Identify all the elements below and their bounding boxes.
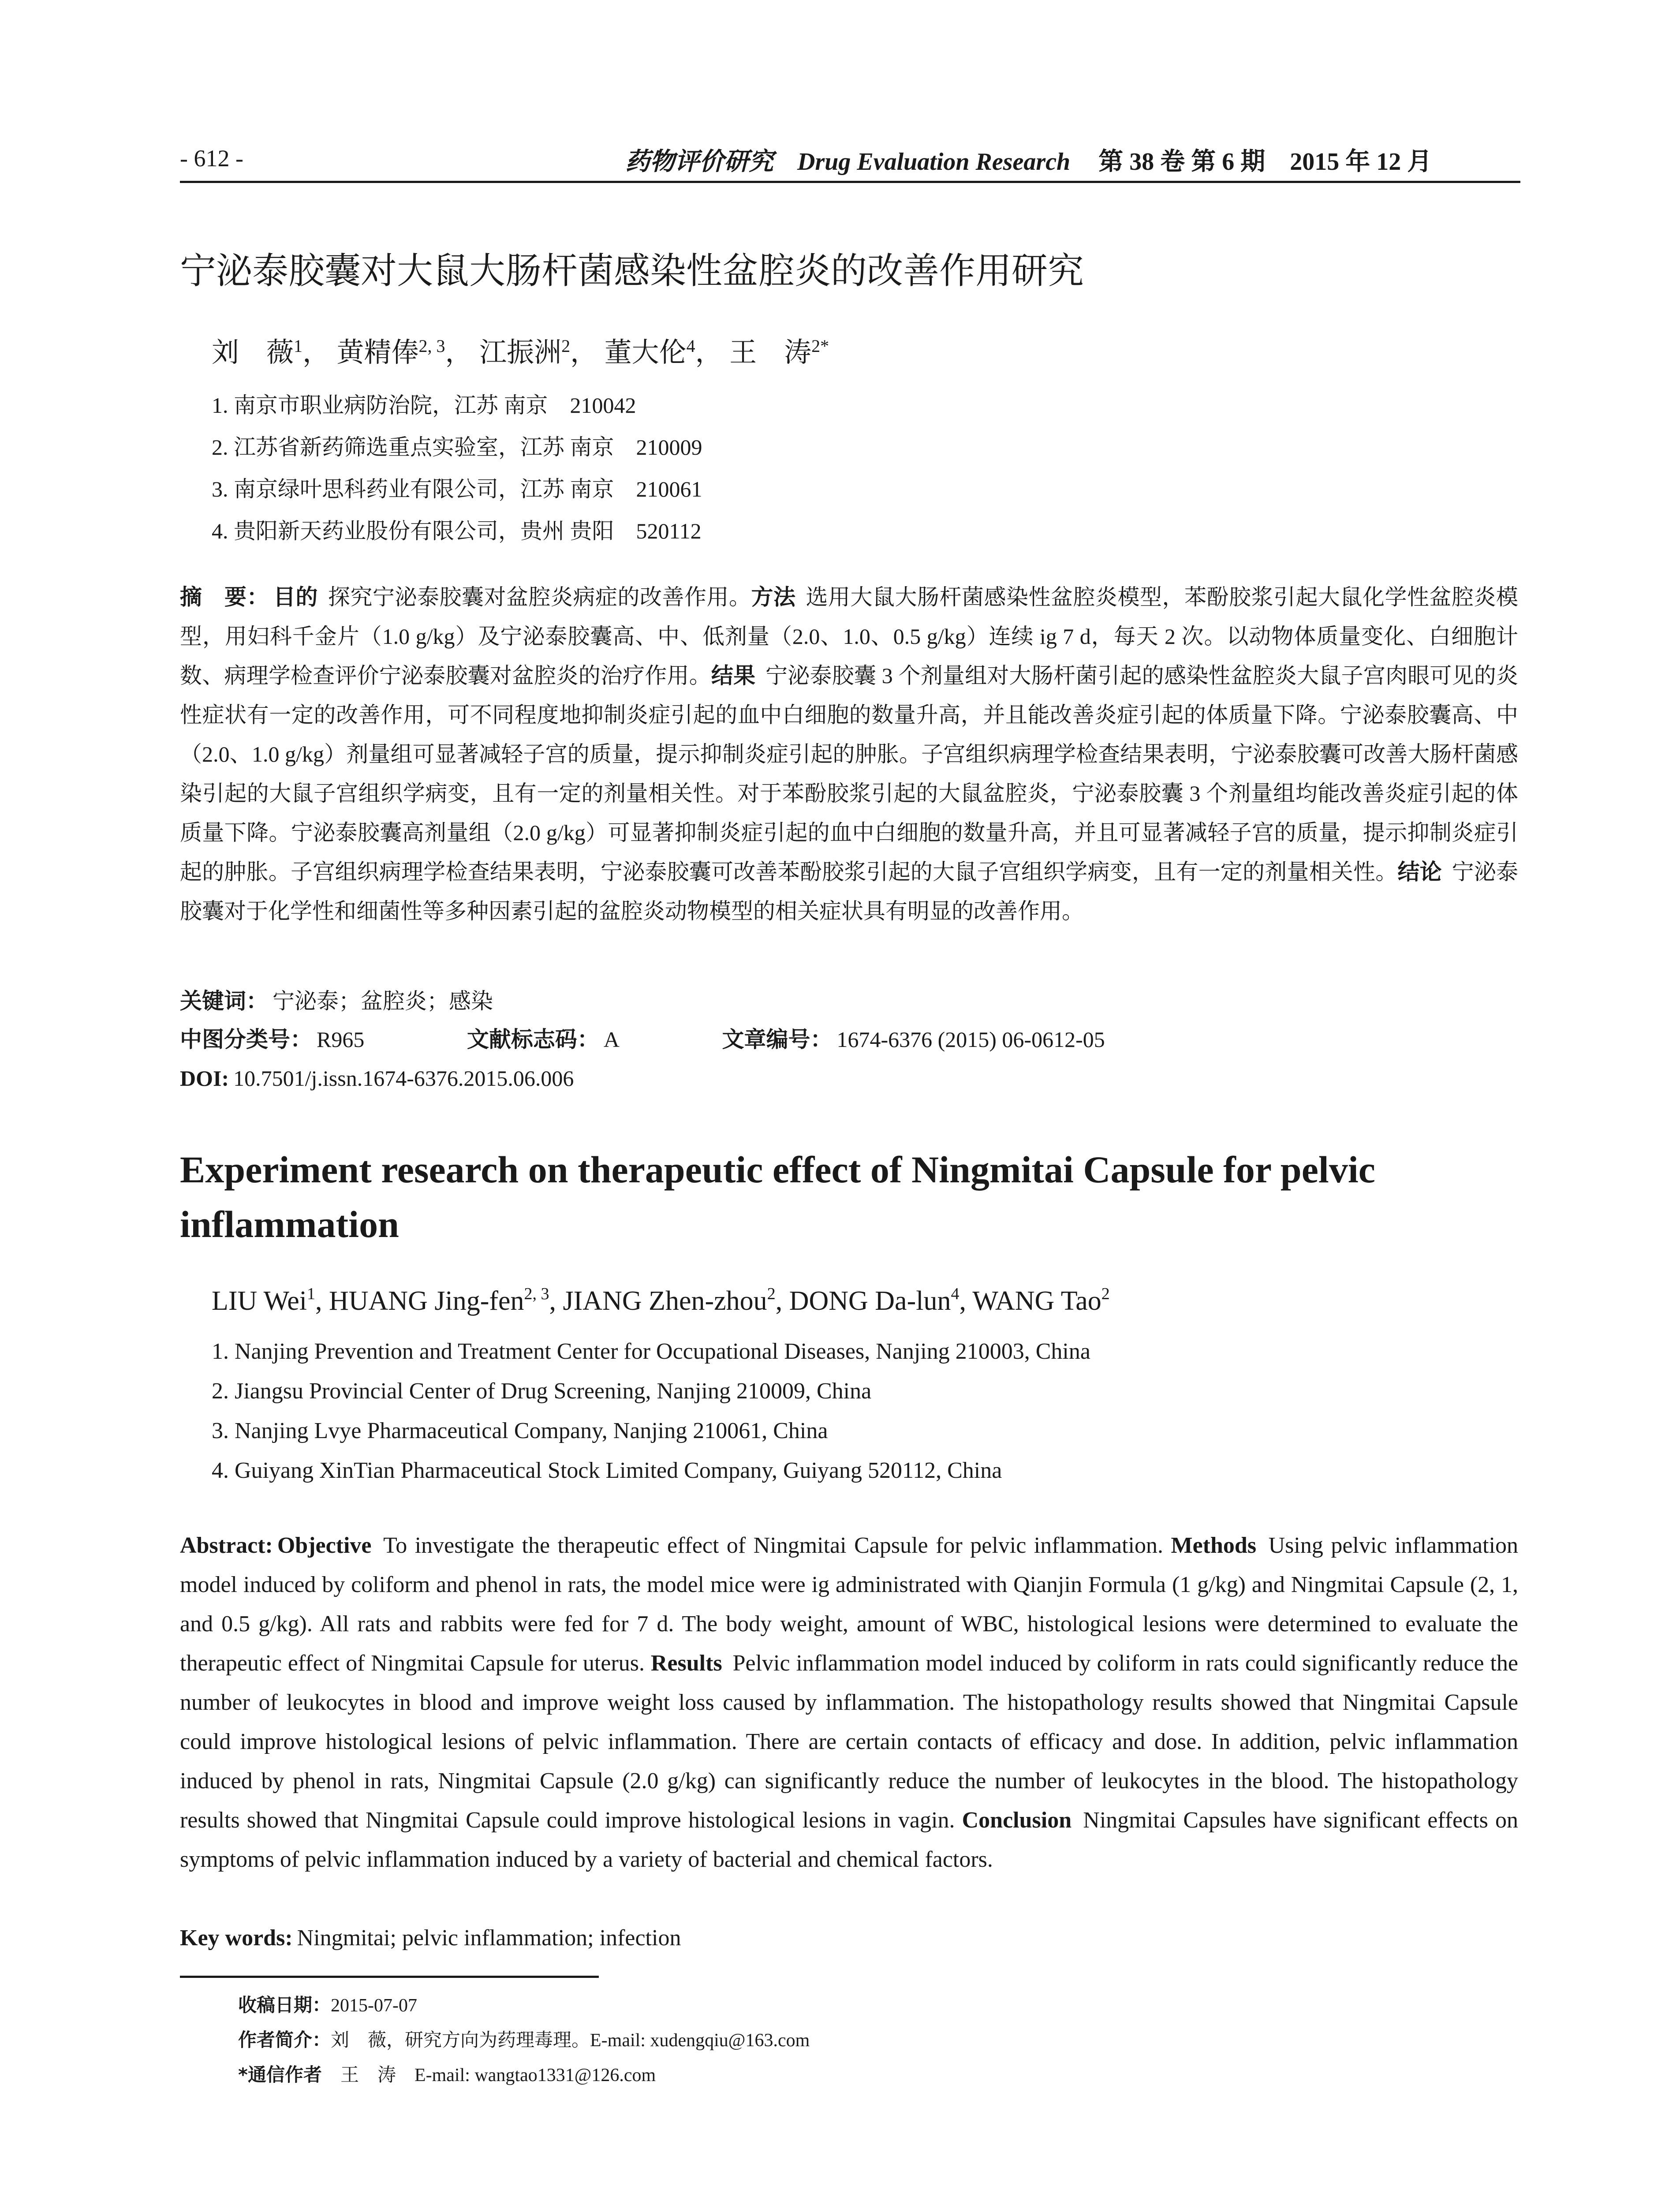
- cn-affiliation: 3. 南京绿叶思科药业有限公司，江苏 南京 210061: [212, 477, 702, 501]
- en-author: JIANG Zhen-zhou: [563, 1286, 767, 1316]
- journal-header: [625, 142, 1432, 177]
- cn-author: 黄精俸: [336, 338, 419, 368]
- received-date: 2015-07-07: [331, 1996, 417, 2016]
- clc-label: 中图分类号：: [180, 1027, 312, 1052]
- clc-value: R965: [317, 1027, 365, 1052]
- cn-title: 宁泌泰胶囊对大鼠大肠杆菌感染性盆腔炎的改善作用研究: [180, 250, 1084, 292]
- cn-keywords-text: 宁泌泰；盆腔炎；感染: [273, 989, 493, 1013]
- page-number: - 612 -: [180, 145, 243, 172]
- en-author: HUANG Jing-fen: [329, 1286, 524, 1316]
- cn-classification: [180, 1024, 1105, 1055]
- en-keywords-text: Ningmitai; pelvic inflammation; infection: [297, 1925, 681, 1951]
- cn-methods-text: 选用大鼠大肠杆菌感染性盆腔炎模型，苯酚胶浆引起大鼠化学性盆腔炎模型，用妇科千金片（1.0 g/kg）及宁泌泰胶囊高、中、低剂量（2.0、1.0、0.5 g/kg）连续 ig 7 d，每天 2 次。以动物体质量变化、白细胞计数、病理学检查评价宁泌泰胶囊对盆腔炎的治疗作用。: [180, 585, 1518, 688]
- en-keywords-label: Key words:: [180, 1925, 293, 1951]
- cn-keywords-label: 关键词：: [180, 988, 268, 1014]
- en-conclusion-text: Ningmitai Capsules have significant effects on symptoms of pelvic inflammation induced by a variety of bacterial and chemical factors.: [180, 1808, 1518, 1872]
- running-header: [180, 140, 1520, 183]
- cn-author: 江振洲: [479, 338, 562, 368]
- journal-name-cn: 药物评价研究: [625, 147, 773, 176]
- doi-label: DOI:: [180, 1066, 229, 1091]
- en-author: LIU Wei: [212, 1286, 307, 1316]
- en-author: WANG Tao: [972, 1286, 1101, 1316]
- footnotes: [238, 1988, 810, 2093]
- en-objective-label: Objective: [277, 1533, 372, 1558]
- cn-objective-text: 探究宁泌泰胶囊对盆腔炎病症的改善作用。: [328, 585, 751, 609]
- en-affiliations: [212, 1332, 1090, 1491]
- cn-results-label: 结果: [711, 663, 756, 688]
- en-affiliation: 1. Nanjing Prevention and Treatment Center for Occupational Diseases, Nanjing 210003, China: [212, 1339, 1090, 1364]
- cn-abstract-label: 摘 要：: [180, 584, 269, 610]
- en-affiliation: 3. Nanjing Lvye Pharmaceutical Company, Nanjing 210061, China: [212, 1418, 828, 1443]
- journal-name-en: Drug Evaluation Research: [797, 148, 1071, 176]
- cn-affiliation: 4. 贵阳新天药业股份有限公司，贵州 贵阳 520112: [212, 519, 702, 543]
- cn-author: 董大伦: [604, 338, 687, 368]
- cn-conclusion-label: 结论: [1397, 859, 1442, 885]
- en-conclusion-label: Conclusion: [962, 1808, 1072, 1833]
- doc-code-value: A: [603, 1027, 620, 1052]
- cn-affiliation: 1. 南京市职业病防治院，江苏 南京 210042: [212, 393, 636, 418]
- cn-author-sup: 2: [561, 336, 571, 356]
- received-label: 收稿日期：: [238, 1994, 331, 2016]
- en-results-label: Results: [650, 1651, 722, 1676]
- en-objective-text: To investigate the therapeutic effect of Ningmitai Capsule for pelvic inflammation.: [383, 1533, 1163, 1558]
- footnote-received: [238, 1988, 810, 2023]
- corr-label: *通信作者: [238, 2064, 322, 2085]
- en-author-sup: 1: [306, 1285, 315, 1303]
- en-author-sup: 2, 3: [524, 1285, 549, 1303]
- doi-line: [180, 1063, 574, 1094]
- en-authors: LIU Wei$^1$, HUANG Jing-fen$^{2, 3}$, JIANG Zhen-zhou$^2$, DONG Da-lun$^4$, WANG Tao$^2$: [212, 1285, 1110, 1316]
- article-no-label: 文章编号：: [722, 1027, 833, 1052]
- cn-methods-label: 方法: [751, 584, 796, 610]
- cn-author-sup: 2, 3: [418, 336, 445, 356]
- doi-value: 10.7501/j.issn.1674-6376.2015.06.006: [233, 1066, 574, 1091]
- en-methods-label: Methods: [1171, 1533, 1257, 1558]
- en-author: DONG Da-lun: [789, 1286, 951, 1316]
- en-abstract: [180, 1526, 1518, 1879]
- bio-label: 作者简介：: [238, 2029, 331, 2051]
- cn-keywords: [180, 986, 493, 1017]
- bio-text: 刘 薇，研究方向为药理毒理。E-mail: xudengqiu@163.com: [331, 2030, 810, 2051]
- footnote-rule: [180, 1976, 599, 1978]
- cn-abstract: [180, 578, 1518, 931]
- footnote-corresponding: [238, 2058, 810, 2093]
- cn-author: 王 涛: [729, 338, 812, 368]
- cn-author-sup: 4: [686, 336, 695, 356]
- corr-text: 王 涛 E-mail: wangtao1331@126.com: [340, 2065, 656, 2085]
- en-results-text: Pelvic inflammation model induced by coliform in rats could significantly reduce the number of leukocytes in blood and improve weight loss caused by inflammation. The histopathology results showed that Ningmitai Capsule could improve histological lesions of pelvic inflammation. There are certain contacts of efficacy and dose. In addition, pelvic inflammation induced by phenol in rats, Ningmitai Capsule (2.0 g/kg) can significantly reduce the number of leukocytes in the blood. The histopathology results showed that Ningmitai Capsule could improve histological lesions in vagin.: [180, 1651, 1519, 1833]
- en-affiliation: 2. Jiangsu Provincial Center of Drug Screening, Nanjing 210009, China: [212, 1379, 872, 1404]
- cn-authors: 刘 薇$^1$， 黄精俸$^{2, 3}$， 江振洲$^2$， 董大伦$^4$， 王 涛$^{2*}$: [212, 336, 829, 368]
- en-author-sup: 2: [767, 1285, 776, 1303]
- article-no-value: 1674-6376 (2015) 06-0612-05: [836, 1027, 1105, 1052]
- en-author-sup: 4: [951, 1285, 959, 1303]
- cn-objective-label: 目的: [273, 584, 318, 610]
- cn-results-text: 宁泌泰胶囊 3 个剂量组对大肠杆菌引起的感染性盆腔炎大鼠子宫肉眼可见的炎性症状有一定的改善作用，可不同程度地抑制炎症引起的血中白细胞的数量升高，并且能改善炎症引起的体质量下降。宁泌泰胶囊高、中（2.0、1.0 g/kg）剂量组可显著减轻子宫的质量，提示抑制炎症引起的肿胀。子宫组织病理学检查结果表明，宁泌泰胶囊可改善大肠杆菌感染引起的大鼠子宫组织学病变，且有一定的剂量相关性。对于苯酚胶浆引起的大鼠盆腔炎，宁泌泰胶囊 3 个剂量组均能改善炎症引起的体质量下降。宁泌泰胶囊高剂量组（2.0 g/kg）可显著抑制炎症引起的血中白细胞的数量升高，并且可显著减轻子宫的质量，提示抑制炎症引起的肿胀。子宫组织病理学检查结果表明，宁泌泰胶囊可改善苯酚胶浆引起的大鼠子宫组织学病变，且有一定的剂量相关性。: [180, 663, 1519, 884]
- en-abstract-label: Abstract:: [180, 1533, 273, 1558]
- en-author-sup: 2: [1101, 1285, 1110, 1303]
- footnote-bio: [238, 2023, 810, 2058]
- cn-author: 刘 薇: [212, 338, 294, 368]
- cn-author-sup: 1: [294, 336, 303, 356]
- cn-author-sup: 2*: [811, 336, 829, 356]
- doc-code-label: 文献标志码：: [467, 1027, 599, 1052]
- cn-affiliation: 2. 江苏省新药筛选重点实验室，江苏 南京 210009: [212, 435, 702, 460]
- en-title: Experiment research on therapeutic effect of Ningmitai Capsule for pelvic inflammation: [180, 1148, 1375, 1245]
- en-methods-text: Using pelvic inflammation model induced by coliform and phenol in rats, the model mice were ig administrated with Qianjin Formula (1 g/kg) and Ningmitai Capsule (2, 1, and 0.5 g/kg). All rats and rabbits were fed for 7 d. The body weight, amount of WBC, histological lesions were determined to evaluate the therapeutic effect of Ningmitai Capsule for uterus.: [180, 1533, 1519, 1676]
- cn-conclusion-text: 宁泌泰胶囊对于化学性和细菌性等多种因素引起的盆腔炎动物模型的相关症状具有明显的改善作用。: [180, 860, 1519, 923]
- journal-volume: 第 38 卷 第 6 期 2015 年 12 月: [1098, 148, 1432, 176]
- en-keywords: [180, 1923, 681, 1954]
- cn-affiliations: [212, 385, 702, 552]
- en-affiliation: 4. Guiyang XinTian Pharmaceutical Stock Limited Company, Guiyang 520112, China: [212, 1458, 1002, 1483]
